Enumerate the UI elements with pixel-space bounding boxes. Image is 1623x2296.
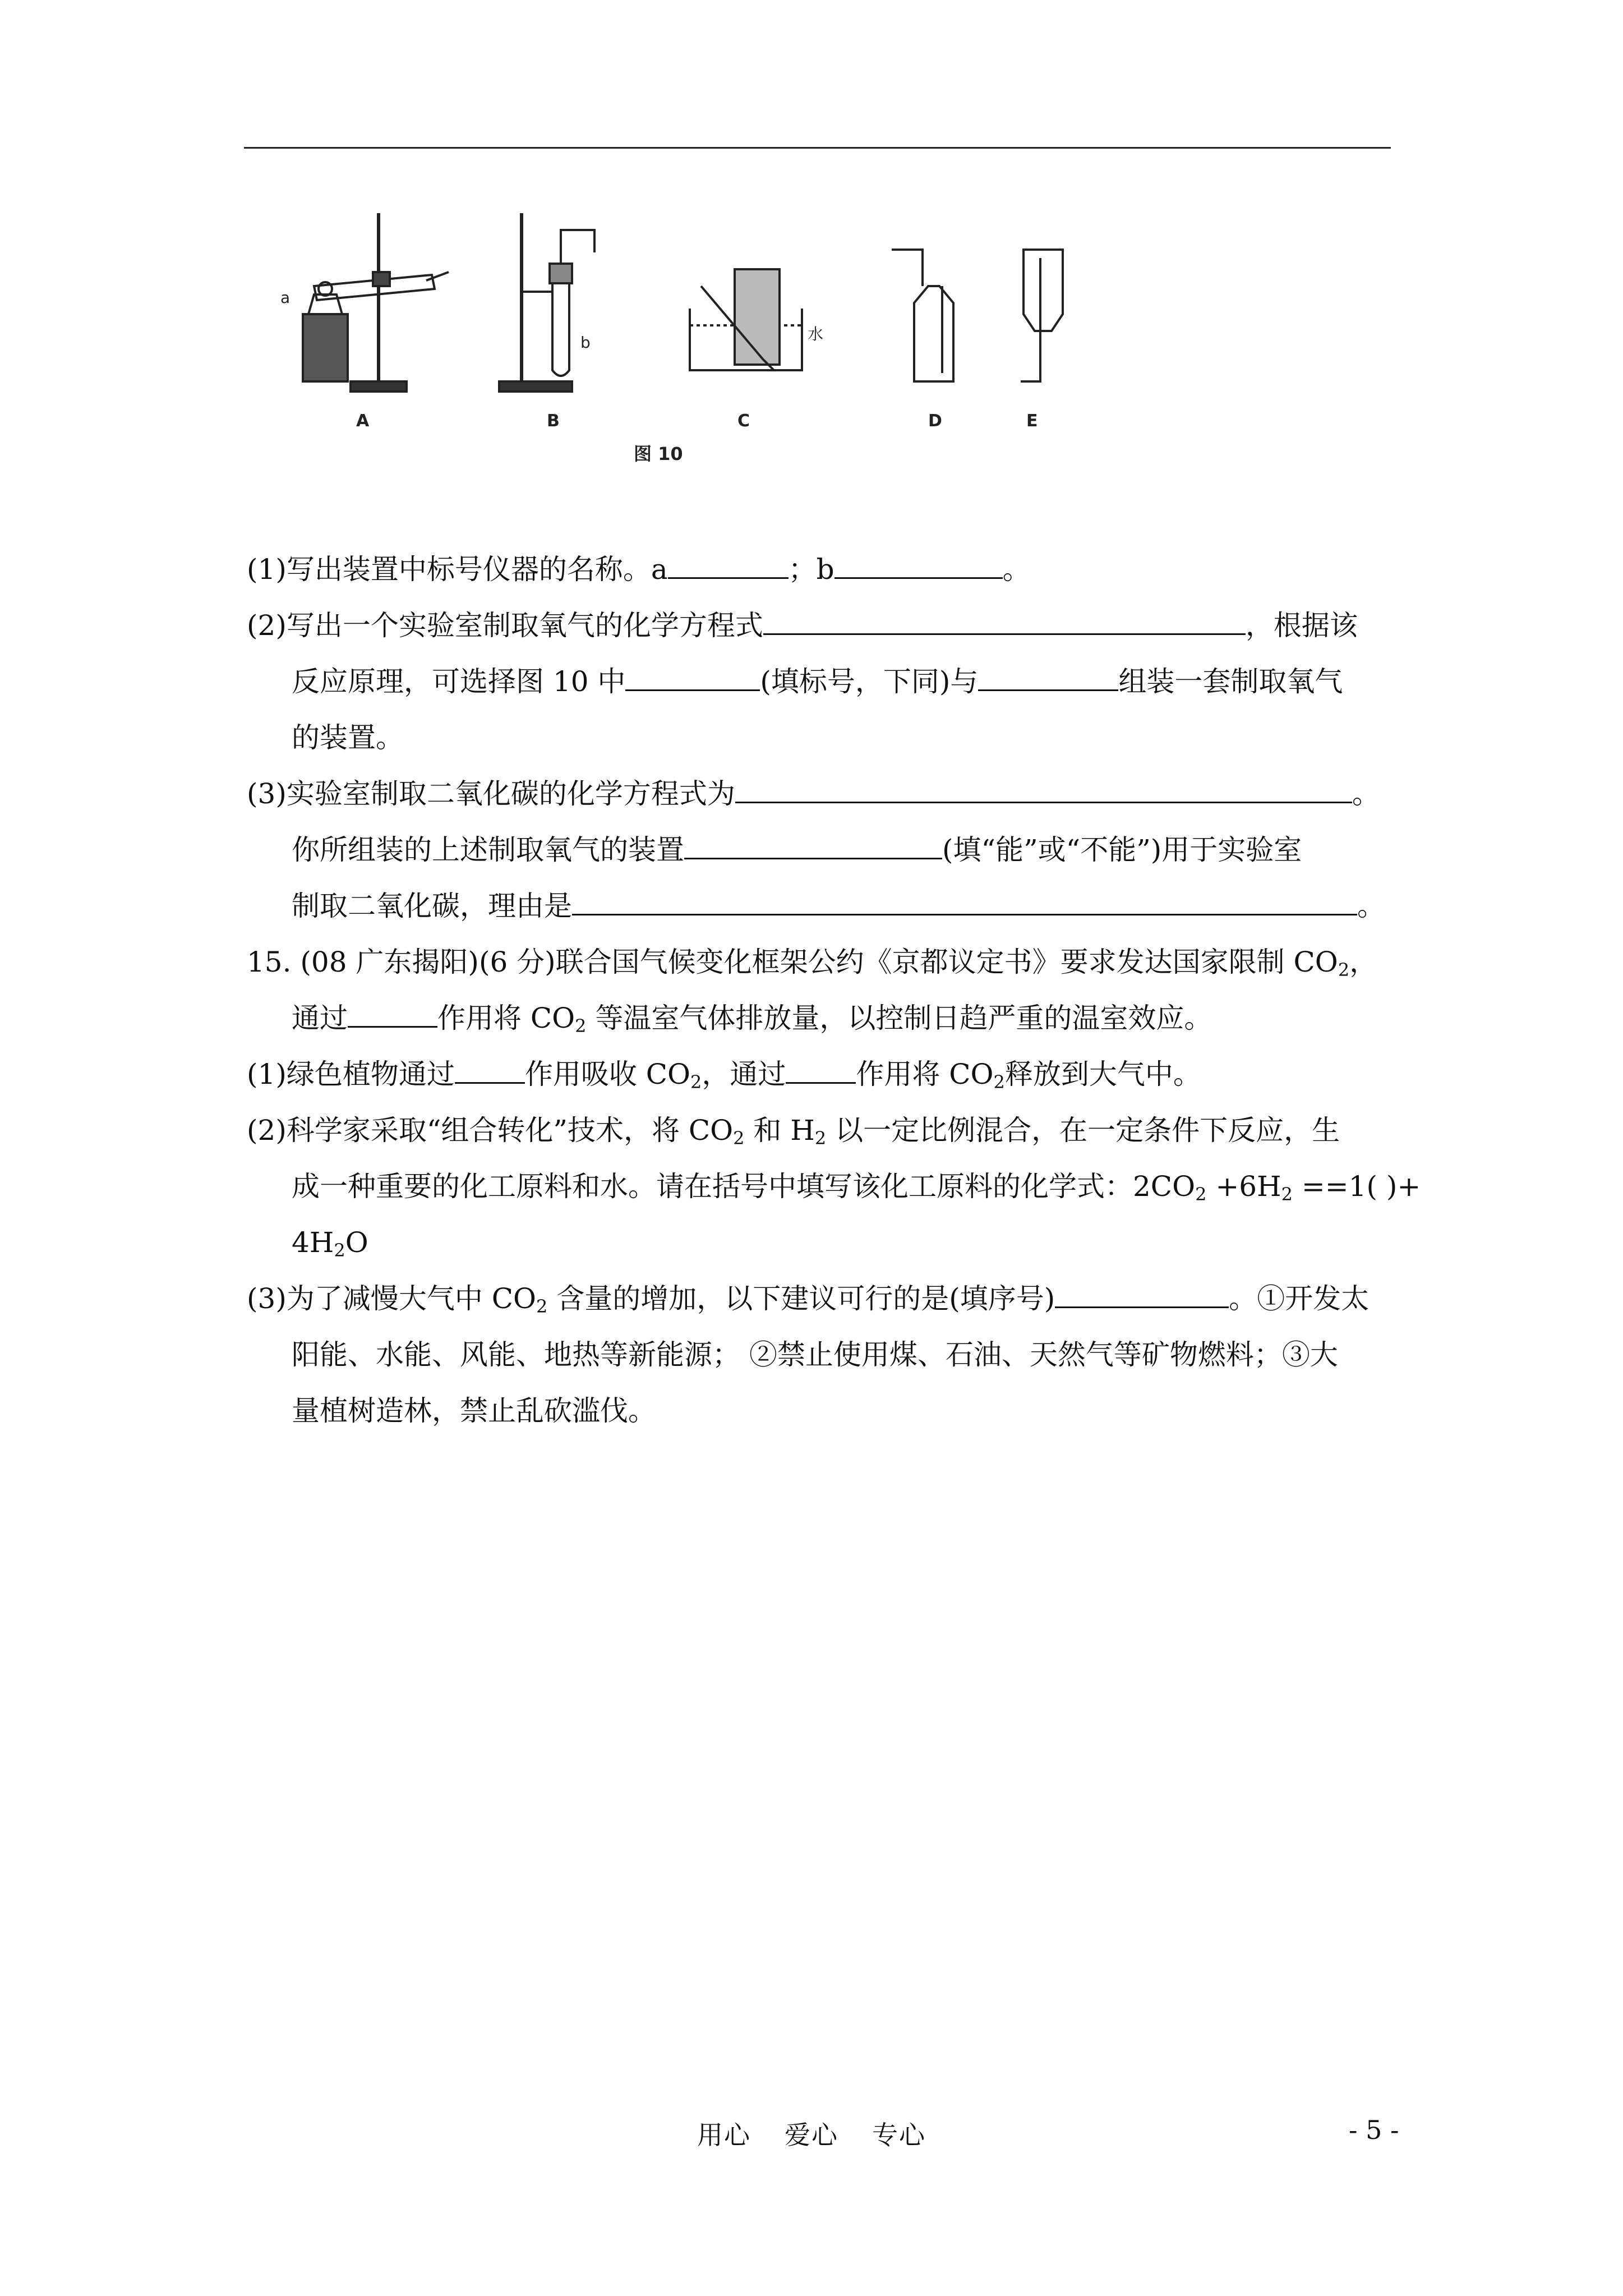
marker-water: 水 bbox=[808, 325, 824, 343]
q15-p2-line3: $4H_2O$ bbox=[292, 1226, 368, 1261]
answer-blank-photosynthesis[interactable] bbox=[455, 1053, 525, 1084]
label-a: A bbox=[356, 411, 370, 431]
q15-p3-line3: 量植树造林，禁止乱砍滥伐。 bbox=[292, 1395, 656, 1427]
q15-p3-line2: 阳能、水能、风能、地热等新能源； ②禁止使用煤、石油、天然气等矿物燃料；③大 bbox=[292, 1338, 1338, 1371]
q2-line3: 的装置。 bbox=[292, 721, 404, 754]
answer-blank-a[interactable] bbox=[668, 548, 789, 579]
q3-line3: 制取二氧化碳，理由是 。 bbox=[292, 878, 1441, 934]
header-rule bbox=[244, 147, 1391, 149]
label-b: B bbox=[547, 411, 560, 431]
apparatus-c bbox=[690, 269, 802, 370]
marker-b: b bbox=[580, 333, 591, 352]
figure-caption: 图 10 bbox=[634, 443, 683, 464]
q2-line1: (2)写出一个实验室制取氧气的化学方程式 ，根据该 bbox=[247, 597, 1396, 654]
label-d: D bbox=[928, 411, 942, 431]
answer-blank-can-or-cannot[interactable] bbox=[684, 829, 942, 859]
q3-line1: (3)实验室制取二氧化碳的化学方程式为 。 bbox=[247, 766, 1396, 822]
apparatus-b bbox=[499, 213, 594, 392]
q15-line2: 通过 作用将 $CO_2$ 等温室气体排放量，以控制日趋严重的温室效应。 bbox=[292, 990, 1441, 1046]
apparatus-e bbox=[1021, 250, 1063, 381]
q3-line2: 你所组装的上述制取氧气的装置 (填“能”或“不能”)用于实验室 bbox=[292, 822, 1441, 878]
answer-blank-suggestions[interactable] bbox=[1055, 1277, 1229, 1308]
q15-p2-line2: 成一种重要的化工原料和水。请在括号中填写该化工原料的化学式：$2CO_2 +6H_2 ==1$( )+ bbox=[292, 1170, 1421, 1205]
q2-line2: 反应原理，可选择图 10 中 (填标号，下同)与 组装一套制取氧气 bbox=[292, 654, 1441, 710]
apparatus-d bbox=[892, 250, 953, 381]
apparatus-a bbox=[303, 213, 449, 392]
answer-blank-co2-equation[interactable] bbox=[735, 772, 1352, 803]
answer-blank-through[interactable] bbox=[348, 997, 437, 1028]
apparatus-figure bbox=[247, 202, 1133, 477]
answer-blank-reason[interactable] bbox=[572, 885, 1357, 915]
answer-blank-o2-equation[interactable] bbox=[763, 604, 1246, 635]
answer-blank-respiration[interactable] bbox=[786, 1053, 856, 1084]
label-e: E bbox=[1026, 411, 1038, 431]
answer-blank-b[interactable] bbox=[834, 548, 1003, 579]
q15-p2-line1: (2)科学家采取“组合转化”技术，将 $CO_2$ 和 $H_2$ 以一定比例混合，在一定条件下反应，生 bbox=[247, 1114, 1340, 1149]
q1-line: (1)写出装置中标号仪器的名称。a ；b 。 bbox=[247, 541, 1396, 597]
q15-line1: 15. (08 广东揭阳)(6 分)联合国气候变化框架公约《京都议定书》要求发达国家限制 $CO_2$， bbox=[247, 946, 1378, 981]
answer-blank-device1[interactable] bbox=[625, 660, 760, 691]
apparatus-diagram bbox=[247, 202, 1133, 477]
q15-p1: (1)绿色植物通过 作用吸收 $CO_2$，通过 作用将 $CO_2$释放到大气中。 bbox=[247, 1046, 1396, 1102]
q15-p3-line1: (3)为了减慢大气中 $CO_2$ 含量的增加，以下建议可行的是(填序号) 。①开发太 bbox=[247, 1271, 1396, 1327]
marker-a: a bbox=[280, 288, 291, 307]
answer-blank-device2[interactable] bbox=[978, 660, 1118, 691]
page-number: - 5 - bbox=[1349, 2115, 1399, 2145]
label-c: C bbox=[737, 411, 750, 431]
footer-motto: 用心 爱心 专心 bbox=[697, 2120, 926, 2150]
